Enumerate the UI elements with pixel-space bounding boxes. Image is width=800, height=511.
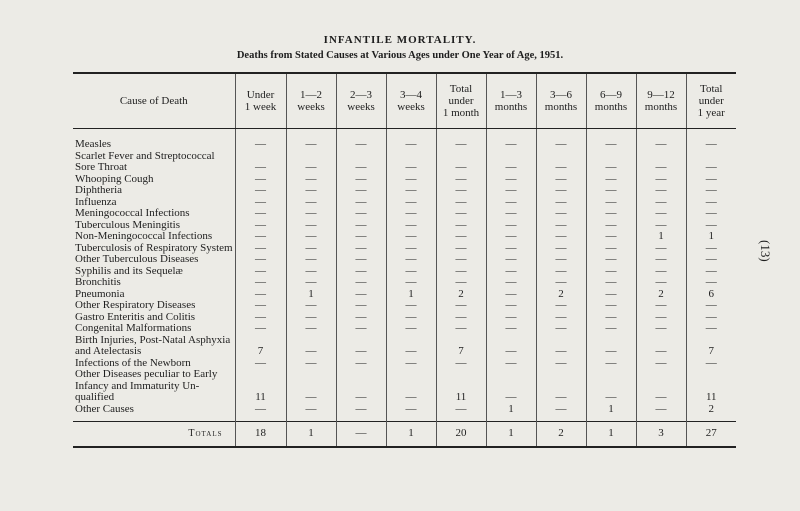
value-cell: — <box>336 300 386 312</box>
value-cell: — <box>286 404 336 422</box>
value-cell: — <box>386 208 436 220</box>
page-number: (13) <box>758 240 773 262</box>
value-cell: — <box>686 277 736 289</box>
column-header: Total under 1 year <box>686 73 736 129</box>
value-cell: — <box>536 335 586 358</box>
value-cell: — <box>586 323 636 335</box>
value-cell: — <box>436 358 486 370</box>
value-cell: — <box>586 231 636 243</box>
value-cell: — <box>386 312 436 324</box>
value-cell: — <box>536 129 586 151</box>
value-cell: — <box>636 266 686 278</box>
value-cell: — <box>336 231 386 243</box>
value-cell: — <box>586 174 636 186</box>
value-cell: — <box>486 231 536 243</box>
value-cell: — <box>686 243 736 255</box>
value-cell: — <box>636 369 686 404</box>
value-cell: — <box>586 243 636 255</box>
value-cell: — <box>486 208 536 220</box>
cause-cell: Infections of the Newborn <box>75 356 191 369</box>
table-row <box>73 151 736 174</box>
value-cell: — <box>486 300 536 312</box>
value-cell: — <box>436 220 486 232</box>
cause-cell: Influenza <box>75 195 117 208</box>
value-cell: — <box>235 300 286 312</box>
value-cell: — <box>686 129 736 151</box>
total-value-cell: 1 <box>586 422 636 448</box>
value-cell: — <box>286 185 336 197</box>
value-cell: — <box>286 369 336 404</box>
value-cell: — <box>286 231 336 243</box>
value-cell: — <box>336 129 386 151</box>
value-cell: — <box>536 266 586 278</box>
value-cell: — <box>436 312 486 324</box>
cause-cell: Syphilis and its Sequelæ <box>75 264 183 277</box>
value-cell: — <box>486 185 536 197</box>
value-cell: — <box>486 129 536 151</box>
value-cell: — <box>436 277 486 289</box>
value-cell: — <box>486 197 536 209</box>
value-cell: — <box>636 174 686 186</box>
table-row <box>73 277 736 289</box>
value-cell: — <box>386 231 436 243</box>
cause-cell: Whooping Cough <box>75 172 154 185</box>
value-cell: — <box>235 231 286 243</box>
value-cell: — <box>586 208 636 220</box>
value-cell: — <box>536 197 586 209</box>
total-value-cell: 1 <box>486 422 536 448</box>
total-value-cell: — <box>336 422 386 448</box>
total-value-cell: 20 <box>436 422 486 448</box>
column-header-cause: Cause of Death <box>73 73 235 129</box>
table-row <box>73 129 736 151</box>
value-cell: 11 <box>436 369 486 404</box>
table-subtitle: Deaths from Stated Causes at Various Ages under One Year of Age, 1951. <box>236 50 564 61</box>
value-cell: — <box>386 323 436 335</box>
value-cell: — <box>336 254 386 266</box>
value-cell: — <box>235 220 286 232</box>
value-cell: — <box>235 185 286 197</box>
value-cell: — <box>586 197 636 209</box>
value-cell: — <box>286 174 336 186</box>
value-cell: — <box>336 208 386 220</box>
table-row <box>73 369 736 404</box>
value-cell: — <box>586 358 636 370</box>
value-cell: — <box>436 323 486 335</box>
column-header: 1—2 weeks <box>286 73 336 129</box>
value-cell: — <box>486 289 536 301</box>
value-cell: 2 <box>536 289 586 301</box>
value-cell: — <box>336 335 386 358</box>
column-header: 3—6 months <box>536 73 586 129</box>
value-cell: — <box>286 129 336 151</box>
value-cell: — <box>636 335 686 358</box>
value-cell: — <box>586 335 636 358</box>
value-cell: — <box>686 323 736 335</box>
value-cell: — <box>235 266 286 278</box>
cause-cell: Other Tuberculous Diseases <box>75 253 199 265</box>
table-row <box>73 300 736 312</box>
value-cell: — <box>536 231 586 243</box>
value-cell: — <box>536 300 586 312</box>
value-cell: — <box>486 254 536 266</box>
cause-cell: Meningococcal Infections <box>75 207 190 219</box>
value-cell: — <box>336 277 386 289</box>
value-cell: — <box>286 358 336 370</box>
value-cell: — <box>436 266 486 278</box>
value-cell: — <box>686 312 736 324</box>
value-cell: — <box>336 266 386 278</box>
value-cell: — <box>486 335 536 358</box>
value-cell: — <box>536 185 586 197</box>
value-cell: — <box>486 369 536 404</box>
value-cell: — <box>586 220 636 232</box>
cause-cell: Birth Injuries, Post-Natal Asphyxia and Atelectasis <box>75 333 231 357</box>
value-cell: — <box>386 197 436 209</box>
value-cell: — <box>536 358 586 370</box>
cause-cell: Congenital Malformations <box>75 322 192 334</box>
value-cell: — <box>336 185 386 197</box>
value-cell: — <box>336 220 386 232</box>
cause-cell: Diphtheria <box>75 184 123 196</box>
total-value-cell: 18 <box>235 422 286 448</box>
table-row <box>73 404 736 422</box>
value-cell: — <box>486 220 536 232</box>
column-header: 9—12 months <box>636 73 686 129</box>
value-cell: 11 <box>686 369 736 404</box>
value-cell: — <box>686 185 736 197</box>
cause-cell: Bronchitis <box>75 276 121 288</box>
value-cell: — <box>336 289 386 301</box>
cause-cell: Tuberculous Meningitis <box>75 218 181 231</box>
value-cell: — <box>235 289 286 301</box>
table-row <box>73 254 736 266</box>
totals-label: Totals <box>73 422 235 448</box>
cause-cell: Non-Meningococcal Infections <box>75 230 213 242</box>
value-cell: 7 <box>235 335 286 358</box>
value-cell: — <box>586 254 636 266</box>
value-cell: — <box>436 197 486 209</box>
value-cell: — <box>536 151 586 174</box>
value-cell: 11 <box>235 369 286 404</box>
total-value-cell: 27 <box>686 422 736 448</box>
value-cell: — <box>586 185 636 197</box>
value-cell: — <box>486 323 536 335</box>
column-header: 1—3 months <box>486 73 536 129</box>
value-cell: — <box>386 369 436 404</box>
value-cell: — <box>636 312 686 324</box>
value-cell: — <box>386 174 436 186</box>
value-cell: 2 <box>636 289 686 301</box>
header-row <box>73 73 736 129</box>
value-cell: — <box>235 404 286 422</box>
value-cell: — <box>686 174 736 186</box>
value-cell: — <box>486 312 536 324</box>
value-cell: — <box>536 243 586 255</box>
value-cell: — <box>636 358 686 370</box>
value-cell: — <box>436 300 486 312</box>
value-cell: — <box>235 208 286 220</box>
value-cell: — <box>436 231 486 243</box>
value-cell: — <box>286 197 336 209</box>
cause-cell: Tuberculosis of Respiratory System <box>75 241 233 254</box>
value-cell: — <box>336 312 386 324</box>
value-cell: 1 <box>636 231 686 243</box>
value-cell: — <box>586 151 636 174</box>
table-row <box>73 208 736 220</box>
value-cell: — <box>336 404 386 422</box>
value-cell: — <box>536 208 586 220</box>
value-cell: — <box>286 277 336 289</box>
value-cell: — <box>235 197 286 209</box>
value-cell: — <box>386 335 436 358</box>
table-row <box>73 266 736 278</box>
value-cell: — <box>686 197 736 209</box>
total-value-cell: 2 <box>536 422 586 448</box>
value-cell: — <box>286 254 336 266</box>
value-cell: 7 <box>436 335 486 358</box>
value-cell: — <box>386 404 436 422</box>
totals-row <box>73 422 736 448</box>
value-cell: — <box>586 312 636 324</box>
value-cell: — <box>386 358 436 370</box>
value-cell: — <box>486 174 536 186</box>
value-cell: — <box>336 243 386 255</box>
table-row <box>73 231 736 243</box>
value-cell: — <box>286 220 336 232</box>
value-cell: — <box>235 277 286 289</box>
value-cell: — <box>586 369 636 404</box>
value-cell: — <box>586 289 636 301</box>
total-value-cell: 1 <box>286 422 336 448</box>
value-cell: — <box>436 254 486 266</box>
value-cell: — <box>586 129 636 151</box>
total-value-cell: 3 <box>636 422 686 448</box>
column-header: Total under 1 month <box>436 73 486 129</box>
value-cell: — <box>486 277 536 289</box>
value-cell: — <box>686 266 736 278</box>
value-cell: — <box>386 266 436 278</box>
cause-cell: Measles <box>75 138 112 150</box>
value-cell: 1 <box>386 289 436 301</box>
value-cell: — <box>536 404 586 422</box>
value-cell: — <box>536 220 586 232</box>
value-cell: — <box>536 312 586 324</box>
value-cell: — <box>536 277 586 289</box>
value-cell: 1 <box>686 231 736 243</box>
value-cell: — <box>536 254 586 266</box>
value-cell: — <box>636 197 686 209</box>
value-cell: — <box>286 266 336 278</box>
value-cell: — <box>286 300 336 312</box>
value-cell: — <box>386 129 436 151</box>
mortality-table <box>73 72 736 448</box>
value-cell: — <box>686 254 736 266</box>
cause-cell: Gastro Enteritis and Colitis <box>75 310 196 323</box>
value-cell: 7 <box>686 335 736 358</box>
column-header: 2—3 weeks <box>336 73 386 129</box>
cause-cell: Other Diseases peculiar to Early Infancy and Immaturity Un- qualified <box>75 368 218 403</box>
value-cell: — <box>686 358 736 370</box>
value-cell: — <box>235 174 286 186</box>
cause-cell: Other Respiratory Diseases <box>75 299 196 311</box>
value-cell: — <box>436 174 486 186</box>
value-cell: — <box>286 335 336 358</box>
value-cell: 2 <box>686 404 736 422</box>
value-cell: — <box>486 358 536 370</box>
value-cell: — <box>235 254 286 266</box>
table-title: INFANTILE MORTALITY. <box>323 34 477 46</box>
value-cell: — <box>386 185 436 197</box>
table-row <box>73 185 736 197</box>
value-cell: — <box>336 197 386 209</box>
value-cell: — <box>436 151 486 174</box>
value-cell: — <box>436 404 486 422</box>
table-row <box>73 174 736 186</box>
value-cell: — <box>636 323 686 335</box>
total-value-cell: 1 <box>386 422 436 448</box>
value-cell: — <box>286 208 336 220</box>
value-cell: — <box>636 220 686 232</box>
value-cell: — <box>336 174 386 186</box>
value-cell: 6 <box>686 289 736 301</box>
value-cell: — <box>436 185 486 197</box>
column-header: Under 1 week <box>235 73 286 129</box>
value-cell: — <box>636 243 686 255</box>
value-cell: — <box>586 277 636 289</box>
value-cell: — <box>636 404 686 422</box>
value-cell: 2 <box>436 289 486 301</box>
value-cell: 1 <box>586 404 636 422</box>
value-cell: — <box>286 151 336 174</box>
value-cell: — <box>436 243 486 255</box>
value-cell: — <box>386 277 436 289</box>
value-cell: — <box>286 312 336 324</box>
value-cell: 1 <box>286 289 336 301</box>
value-cell: — <box>336 323 386 335</box>
value-cell: — <box>686 208 736 220</box>
column-header: 3—4 weeks <box>386 73 436 129</box>
value-cell: — <box>336 358 386 370</box>
value-cell: — <box>636 277 686 289</box>
value-cell: — <box>586 300 636 312</box>
value-cell: — <box>235 312 286 324</box>
value-cell: — <box>235 129 286 151</box>
value-cell: — <box>386 243 436 255</box>
table-row <box>73 335 736 358</box>
value-cell: — <box>436 208 486 220</box>
value-cell: — <box>486 243 536 255</box>
value-cell: — <box>235 151 286 174</box>
value-cell: — <box>386 151 436 174</box>
value-cell: — <box>636 300 686 312</box>
value-cell: — <box>336 151 386 174</box>
value-cell: — <box>436 129 486 151</box>
column-header: 6—9 months <box>586 73 636 129</box>
value-cell: — <box>286 243 336 255</box>
cause-cell: Pneumonia <box>75 287 125 300</box>
value-cell: — <box>636 185 686 197</box>
value-cell: — <box>586 266 636 278</box>
value-cell: — <box>386 300 436 312</box>
value-cell: — <box>486 266 536 278</box>
value-cell: — <box>636 254 686 266</box>
cause-cell: Scarlet Fever and Streptococcal Sore Throat <box>75 149 215 173</box>
value-cell: — <box>686 300 736 312</box>
value-cell: — <box>386 254 436 266</box>
value-cell: — <box>636 151 686 174</box>
value-cell: — <box>686 220 736 232</box>
table-row <box>73 323 736 335</box>
value-cell: — <box>636 129 686 151</box>
value-cell: — <box>536 369 586 404</box>
value-cell: — <box>636 208 686 220</box>
value-cell: — <box>286 323 336 335</box>
value-cell: — <box>235 323 286 335</box>
value-cell: — <box>336 369 386 404</box>
value-cell: — <box>686 151 736 174</box>
value-cell: — <box>235 243 286 255</box>
value-cell: — <box>386 220 436 232</box>
value-cell: — <box>536 323 586 335</box>
value-cell: 1 <box>486 404 536 422</box>
value-cell: — <box>486 151 536 174</box>
cause-cell: Other Causes <box>75 402 134 415</box>
value-cell: — <box>536 174 586 186</box>
value-cell: — <box>235 358 286 370</box>
